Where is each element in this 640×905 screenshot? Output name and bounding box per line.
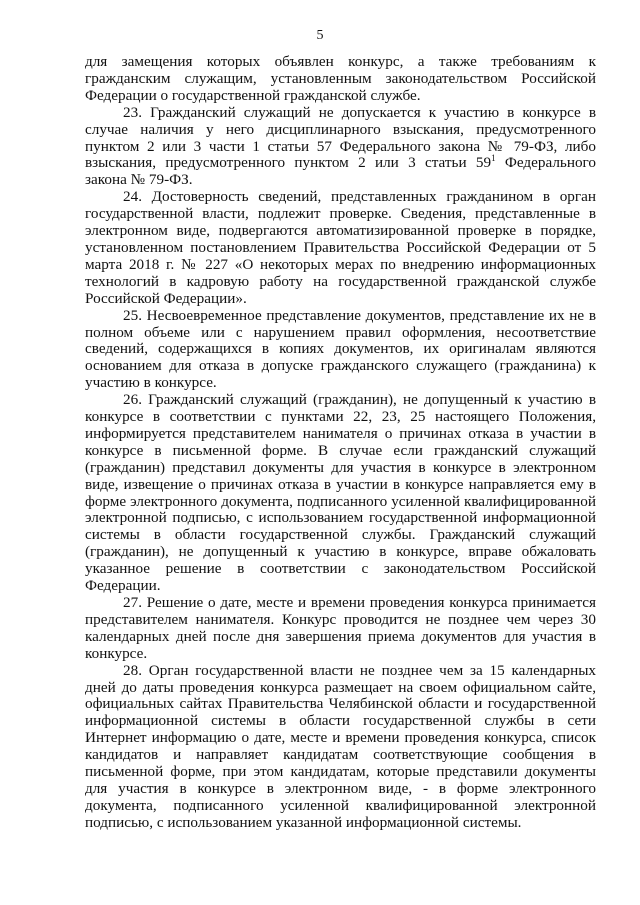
page-number: 5 bbox=[316, 28, 324, 43]
paragraph-text-tail: Федерального закона № 79-ФЗ. bbox=[85, 154, 597, 189]
document-body bbox=[85, 54, 596, 832]
paragraph-text: 25. Несвоевременное представление документов, представление их не в полном объеме или с нарушением правил оформления, несоответствие сведений, содержащихся в копиях документов, их оригиналам являются основанием для отказа в допуске гражданского служащего (гражданина) к участию в конкурсе. bbox=[85, 306, 596, 392]
paragraph-text: 24. Достоверность сведений, представленных гражданином в орган государственной власти, подлежит проверке. Сведения, представленные в электронном виде, подвергаются автоматизированной проверке в порядке, установленном постановлением Правительства Российской Федерации от 5 марта 2018 г. № 227 «О некоторых мерах по внедрению информационных технологий в кадровую работу на государственной гражданской службе Российской Федерации». bbox=[85, 188, 596, 307]
paragraph-text: 27. Решение о дате, месте и времени проведения конкурса принимается представителем нанимателя. Конкурс проводится не позднее чем через 30 календарных дней после дня завершения приема документов для участия в конкурсе. bbox=[85, 594, 596, 662]
paragraph-text: 28. Орган государственной власти не позднее чем за 15 календарных дней до даты проведения конкурса размещает на своем официальном сайте, официальных сайтах Правительства Челябинской области и государственной информационной системы в области государственной службы в сети Интернет информацию о дате, месте и времени проведения конкурса, список кандидатов и направляет кандидатам соответствующие сообщения в письменной форме, при этом кандидатам, которые представили документы для участия в конкурсе в электронном виде, - в форме электронного документа, подписанного усиленной квалифицированной электронной подписью, с использованием указанной информационной системы. bbox=[85, 661, 596, 831]
paragraph-text: 26. Гражданский служащий (гражданин), не допущенный к участию в конкурсе в соответствии с пунктами 22, 23, 25 настоящего Положения, информируется представителем нанимателя о причинах отказа в участии в конкурсе в письменной форме. В случае если гражданский служащий (гражданин) представил документы для участия в конкурсе в электронном виде, извещение о причинах отказа в участии в конкурсе направляется ему в форме электронного документа, подписанного усиленной квалифицированной электронной подписью, с использованием государственной информационной системы в области государственной службы. Гражданский служащий (гражданин), не допущенный к участию в конкурсе, вправе обжаловать указанное решение в соответствии с законодательством Российской Федерации. bbox=[85, 391, 596, 595]
paragraph-p24 bbox=[85, 189, 596, 307]
paragraph-p26 bbox=[85, 392, 596, 595]
paragraph-p28 bbox=[85, 663, 596, 832]
paragraph-text: для замещения которых объявлен конкурс, а также требованиям к гражданским служащим, установленным законодательством Российской Федерации о государственной гражданской службе. bbox=[85, 53, 596, 104]
paragraph-p25 bbox=[85, 308, 596, 393]
paragraph-text: 23. Гражданский служащий не допускается к участию в конкурсе в случае наличия у него дисциплинарного взыскания, предусмотренного пунктом 2 или 3 части 1 статьи 57 Федерального закона № 79-ФЗ, либо взыскания, предусмотренного пунктом 2 или 3 статьи 59 bbox=[85, 103, 596, 172]
paragraph-p23 bbox=[85, 105, 596, 190]
paragraph-p27 bbox=[85, 595, 596, 663]
paragraph-p-cont bbox=[85, 54, 596, 105]
superscript: 1 bbox=[491, 153, 496, 164]
